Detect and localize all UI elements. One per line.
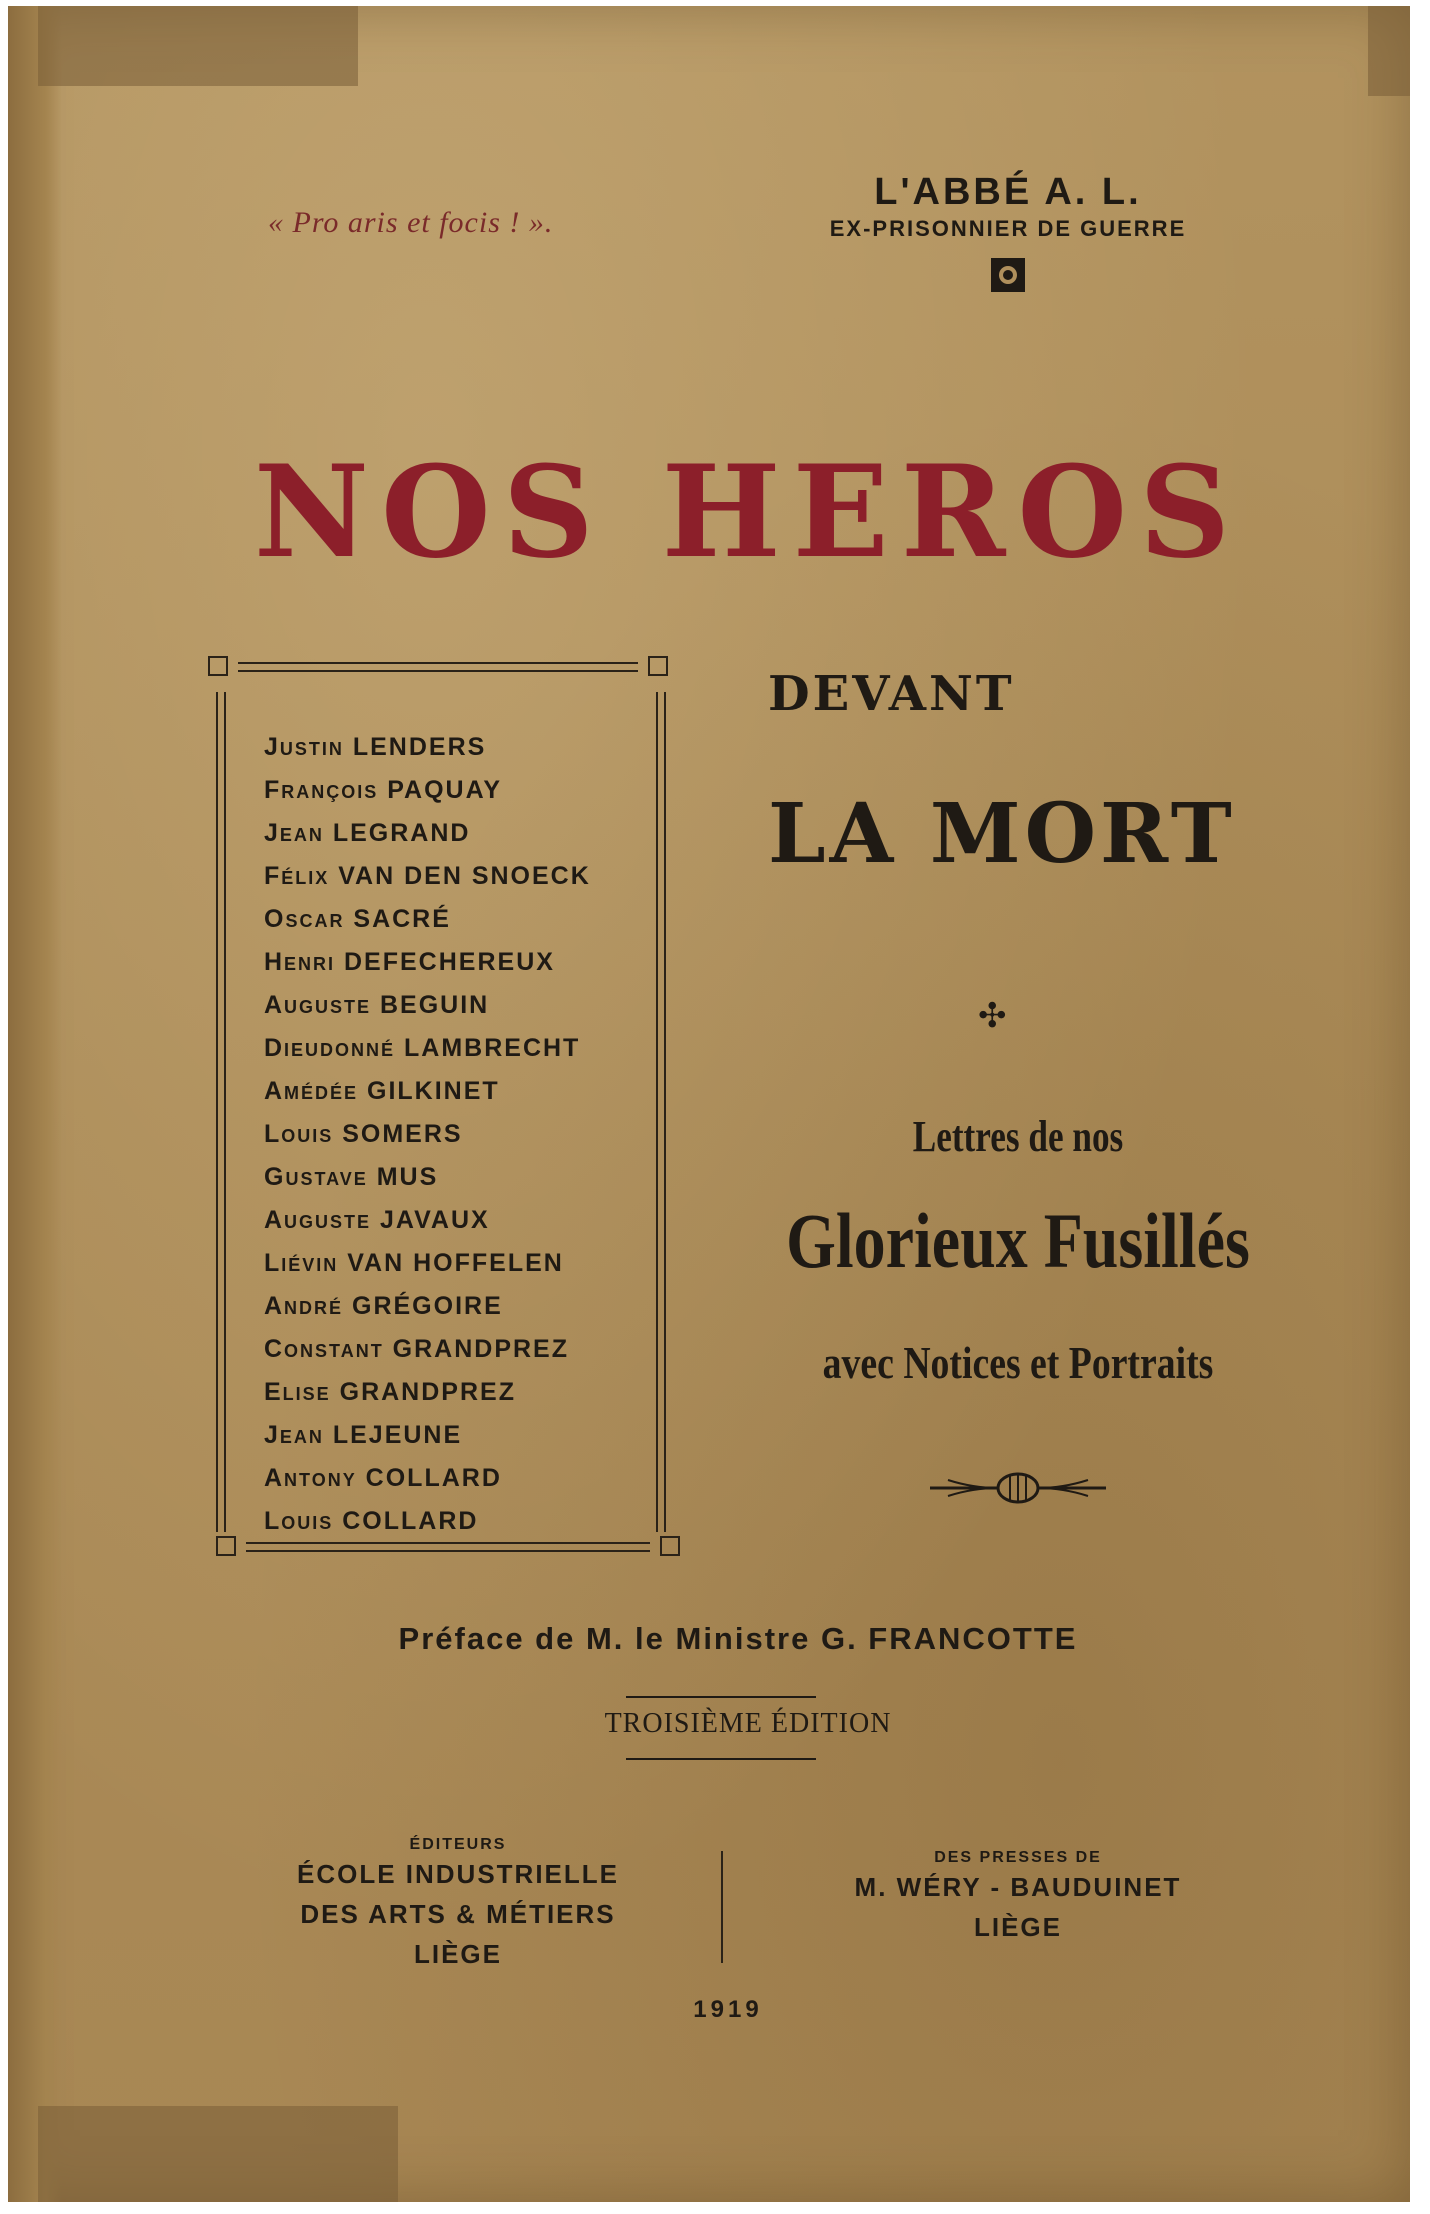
hero-name: Liévin VAN HOFFELEN [264, 1249, 564, 1277]
publisher-right-line1: M. WÉRY - BAUDUINET [854, 1872, 1182, 1902]
publication-year: 1919 [693, 1996, 763, 2023]
heroes-frame [208, 656, 668, 1556]
tape-top-left [38, 6, 358, 86]
subtitle-glorieux: Glorieux Fusillés [786, 1197, 1250, 1284]
frame-right-rule [656, 692, 666, 1532]
motto: « Pro aris et focis ! ». [268, 206, 554, 239]
hero-name: Antony COLLARD [264, 1464, 502, 1492]
hero-name: Louis COLLARD [264, 1507, 479, 1535]
hero-name: Louis SOMERS [264, 1120, 463, 1148]
hero-name: Justin LENDERS [264, 733, 487, 761]
publisher-left-line3: LIÈGE [413, 1939, 502, 1969]
subtitle-lettres: Lettres de nos [912, 1112, 1124, 1161]
preface-line: Préface de M. le Ministre G. FRANCOTTE [398, 1621, 1078, 1656]
hero-name: Constant GRANDPREZ [264, 1335, 569, 1363]
book-cover [8, 6, 1410, 2202]
hero-name: Félix VAN DEN SNOECK [264, 862, 591, 890]
cross-emblem-icon [991, 258, 1025, 292]
author-subtitle: EX-PRISONNIER DE GUERRE [829, 216, 1187, 241]
subtitle-devant: DEVANT [768, 666, 1015, 722]
edition-rule-top [626, 1696, 816, 1698]
heroes-list [264, 726, 591, 1543]
spine-shadow [8, 6, 62, 2202]
frame-left-rule [216, 692, 226, 1532]
ornament-icon: ✣ [978, 997, 1007, 1035]
hero-name: Dieudonné LAMBRECHT [264, 1034, 581, 1062]
hero-name: Oscar SACRÉ [264, 905, 451, 933]
frame-corner-icon [660, 1536, 680, 1556]
frame-bottom-rule [246, 1542, 650, 1552]
hero-name: Jean LEJEUNE [264, 1421, 463, 1449]
page-title: NOS HEROS [253, 438, 1243, 586]
frame-top-rule [238, 662, 638, 672]
subtitle-la-mort: LA MORT [768, 786, 1236, 882]
publisher-left-label: ÉDITEURS [409, 1836, 507, 1853]
tape-top-right [1368, 6, 1410, 96]
hero-name: Auguste BEGUIN [264, 991, 490, 1019]
hero-name: André GRÉGOIRE [264, 1292, 503, 1320]
hero-name: Elise GRANDPREZ [264, 1378, 516, 1406]
hero-name: Henri DEFECHEREUX [264, 948, 555, 976]
subtitle-avec: avec Notices et Portraits [822, 1337, 1214, 1388]
publisher-right-line2: LIÈGE [973, 1912, 1062, 1942]
frame-corner-icon [216, 1536, 236, 1556]
publisher-right [808, 1849, 1228, 1947]
tape-bottom-left [38, 2106, 398, 2202]
publisher-left-line2: DES ARTS & MÉTIERS [300, 1899, 616, 1929]
hero-name: Auguste JAVAUX [264, 1206, 490, 1234]
hero-name: Amédée GILKINET [264, 1077, 500, 1105]
publisher-right-label: DES PRESSES DE [934, 1849, 1102, 1866]
flourish-ornament-icon [928, 1468, 1108, 1508]
author-name: L'ABBÉ A. L. [874, 171, 1142, 213]
frame-corner-icon [648, 656, 668, 676]
publisher-left [248, 1836, 668, 1974]
frame-corner-icon [208, 656, 228, 676]
edition-label: TROISIÈME ÉDITION [604, 1708, 892, 1739]
hero-name: François PAQUAY [264, 776, 503, 804]
hero-name: Gustave MUS [264, 1163, 439, 1191]
edition-rule-bottom [626, 1758, 816, 1760]
publisher-divider [721, 1851, 723, 1963]
publisher-left-line1: ÉCOLE INDUSTRIELLE [296, 1859, 619, 1889]
author-block [768, 171, 1248, 292]
hero-name: Jean LEGRAND [264, 819, 471, 847]
